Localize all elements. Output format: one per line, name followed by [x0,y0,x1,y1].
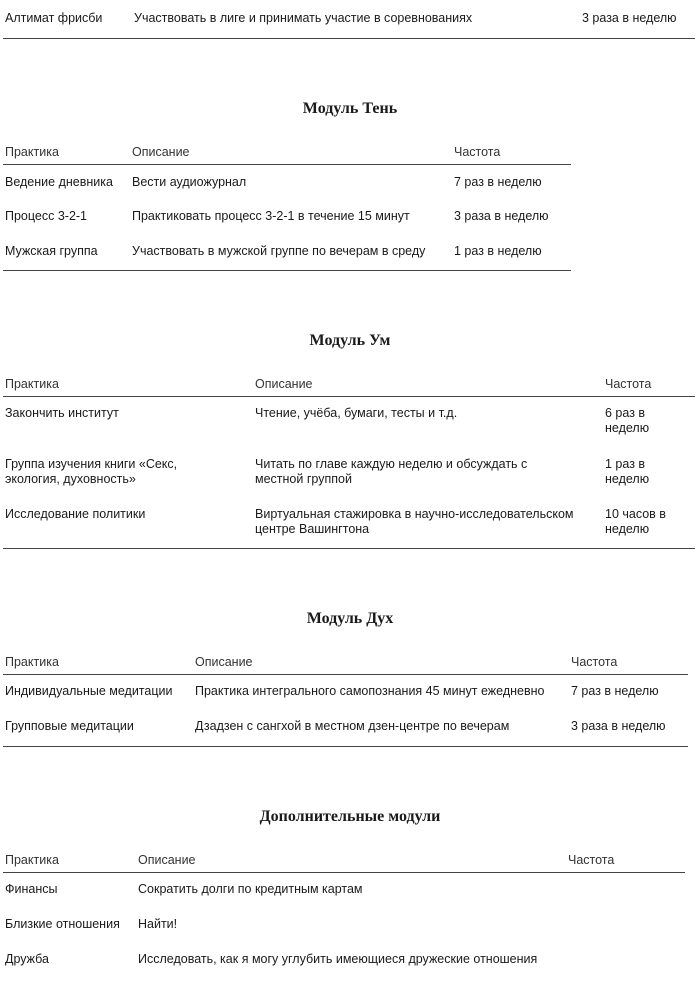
table-row-description: Практиковать процесс 3-2-1 в течение 15 минут [132,209,410,223]
mind-header-rule [3,396,695,397]
table-row-practice: Дружба [5,952,49,966]
extra-header-practice: Практика [5,853,59,867]
mind-header-frequency: Частота [605,377,652,391]
table-row-practice: Мужская группа [5,244,98,258]
shadow-header-frequency: Частота [454,145,501,159]
table-row-description: Практика интегрального самопознания 45 минут ежедневно [195,684,545,698]
spirit-header-rule [3,674,688,675]
table-row-description: Участвовать в мужской группе по вечерам в среду [132,244,426,258]
table-row-practice: Групповые медитации [5,719,134,733]
table-row-practice: Процесс 3-2-1 [5,209,88,223]
table-row-practice: Индивидуальные медитации [5,684,173,698]
table-row-practice: Исследование политики [5,507,146,521]
module-shadow-title: Модуль Тень [302,100,398,117]
extra-header-rule [3,872,685,873]
table-row-frequency: 7 раз в неделю [571,684,659,698]
spirit-header-description: Описание [195,655,253,669]
shadow-header-practice: Практика [5,145,59,159]
mind-bottom-rule [3,548,695,549]
table-row-practice: Ведение дневника [5,175,113,189]
table-row-frequency: 3 раза в неделю [571,719,666,733]
table-row-practice: Закончить институт [5,406,119,420]
module-mind-title: Модуль Ум [309,332,391,349]
extra-header-frequency: Частота [568,853,615,867]
spirit-bottom-rule [3,746,688,747]
table-row-description: Виртуальная стажировка в научно-исследовательском центре Вашингтона [255,507,574,536]
shadow-header-rule [3,164,571,165]
table-row-frequency: 1 раз в неделю [454,244,542,258]
table-row-frequency: 3 раза в неделю [454,209,549,223]
mind-header-description: Описание [255,377,313,391]
table-row-practice: Финансы [5,882,58,896]
top-table-bottom-rule [3,38,695,39]
table-row-description: Вести аудиожурнал [132,175,247,189]
table-row-description: Найти! [138,917,178,931]
table-row-frequency: 1 раз в неделю [605,457,650,486]
table-row-practice: Близкие отношения [5,917,120,931]
table-row-description: Сократить долги по кредитным картам [138,882,363,896]
table-row-frequency: 6 раз в неделю [605,406,650,435]
shadow-header-description: Описание [132,145,190,159]
top-row-practice: Алтимат фрисби [5,11,103,25]
table-row-description: Чтение, учёба, бумаги, тесты и т.д. [255,406,458,420]
extra-header-description: Описание [138,853,196,867]
spirit-header-frequency: Частота [571,655,618,669]
table-row-description: Дзадзен с сангхой в местном дзен-центре по вечерам [195,719,510,733]
top-row-description: Участвовать в лиге и принимать участие в соревнованиях [134,11,473,25]
top-row-frequency: 3 раза в неделю [582,11,677,25]
table-row-description: Исследовать, как я могу углубить имеющиеся дружеские отношения [138,952,538,966]
table-row-description: Читать по главе каждую неделю и обсуждать с местной группой [255,457,528,486]
table-row-frequency: 10 часов в неделю [605,507,666,536]
module-spirit-title: Модуль Дух [306,610,394,627]
table-row-frequency: 7 раз в неделю [454,175,542,189]
table-row-practice: Группа изучения книги «Секс, экология, духовность» [5,457,178,486]
shadow-bottom-rule [3,270,571,271]
spirit-header-practice: Практика [5,655,59,669]
module-extra-title: Дополнительные модули [259,808,441,825]
mind-header-practice: Практика [5,377,59,391]
